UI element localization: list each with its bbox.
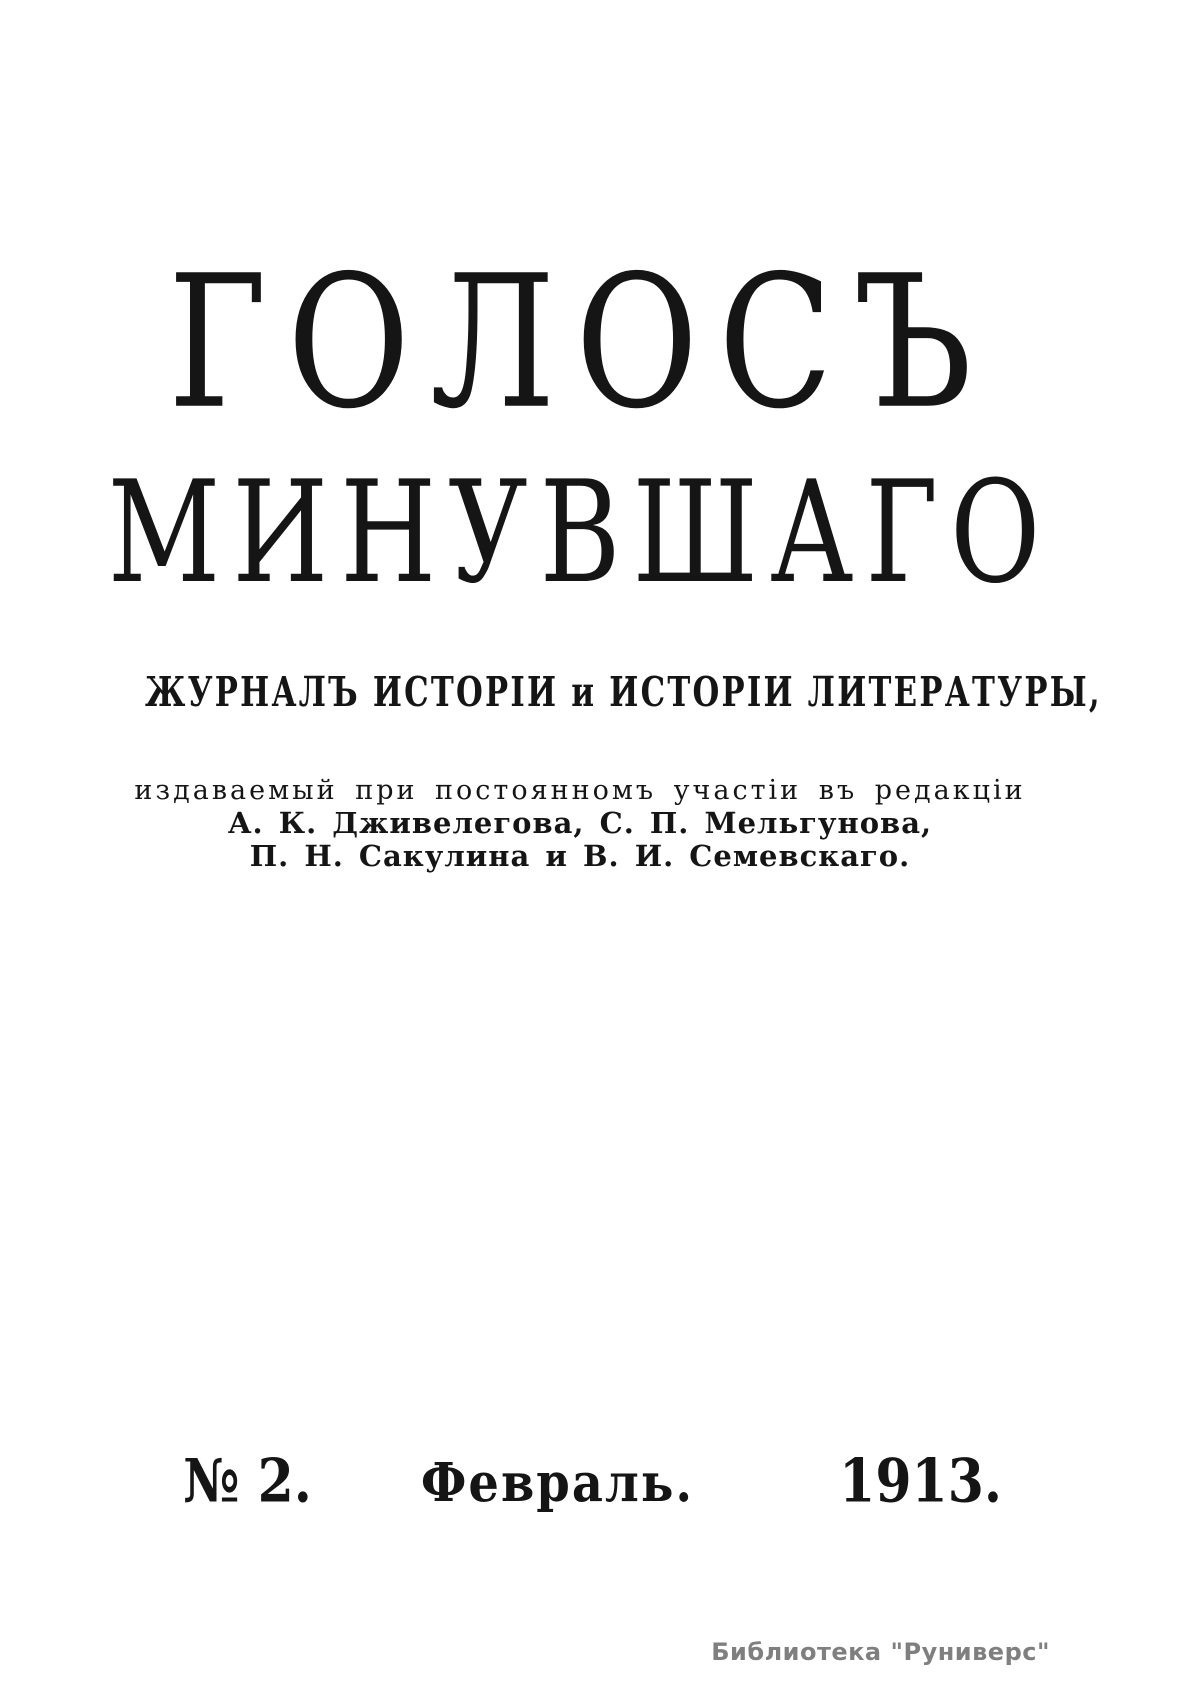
- editors-names-line2: П. Н. Сакулина и В. И. Семевскаго.: [249, 839, 911, 873]
- editorial-note: [0, 774, 1160, 873]
- issue-number: № 2.: [183, 1446, 312, 1517]
- journal-title-line1: ГОЛОСЪ: [167, 237, 993, 450]
- journal-title-line2: МИНУВШАГО: [107, 450, 1053, 615]
- editorial-intro-line: издаваемый при постоянномъ участіи въ редакціи: [134, 775, 1026, 806]
- library-watermark: Библиотека "Руниверс": [711, 1638, 1050, 1666]
- journal-subtitle: ЖУРНАЛЪ ИСТОРІИ и ИСТОРІИ ЛИТЕРАТУРЫ,: [145, 668, 1102, 716]
- editors-names-line1: А. К. Дживелегова, С. П. Мельгунова,: [227, 806, 933, 840]
- issue-month: Февраль.: [420, 1451, 695, 1515]
- issue-year: 1913.: [839, 1446, 1002, 1517]
